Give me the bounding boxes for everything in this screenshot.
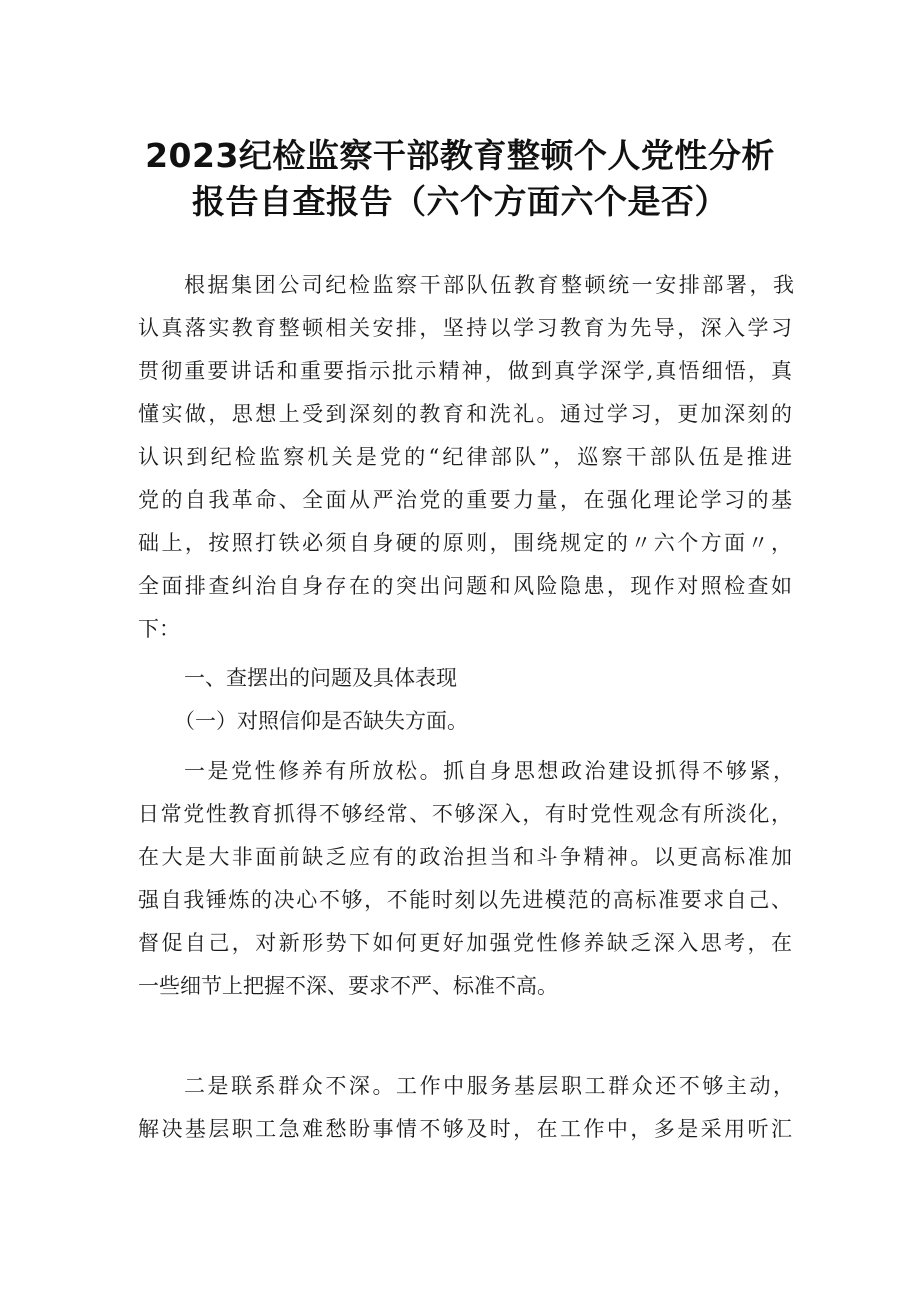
paragraph-1-line-3: 贯彻重要讲话和重要指示批示精神，做到真学深学,真悟细悟，真 xyxy=(138,359,792,383)
paragraph-1-line-1: 根据集团公司纪检监察干部队伍教育整顿统一安排部署，我 xyxy=(184,273,794,297)
paragraph-2-line-1: 一是党性修养有所放松。抓自身思想政治建设抓得不够紧， xyxy=(184,759,794,783)
document-title-line-1: 2023纪检监察干部教育整顿个人党性分析 xyxy=(145,136,775,175)
paragraph-1-line-2: 认真落实教育整顿相关安排，坚持以学习教育为先导，深入学习 xyxy=(138,316,792,340)
paragraph-1-line-5: 认识到纪检监察机关是党的“纪律部队”，巡察干部队伍是推进 xyxy=(138,445,792,469)
paragraph-2-line-6: 一些细节上把握不深、要求不严、标准不高。 xyxy=(138,974,558,998)
paragraph-2-line-5: 督促自己，对新形势下如何更好加强党性修养缺乏深入思考，在 xyxy=(138,931,792,955)
paragraph-1-line-4: 懂实做，思想上受到深刻的教育和洗礼。通过学习，更加深刻的 xyxy=(138,402,792,426)
paragraph-1-line-8: 全面排查纠治自身存在的突出问题和风险隐患，现作对照检查如 xyxy=(138,574,792,598)
document-title-line-2: 报告自查报告（六个方面六个是否） xyxy=(192,182,728,221)
paragraph-1-line-9: 下： xyxy=(138,617,180,641)
paragraph-2-line-2: 日常党性教育抓得不够经常、不够深入，有时党性观念有所淡化， xyxy=(138,802,792,826)
paragraph-1-line-7: 础上，按照打铁必须自身硬的原则，围绕规定的〃六个方面〃， xyxy=(138,531,792,555)
paragraph-3-line-2: 解决基层职工急难愁盼事情不够及时，在工作中，多是采用听汇 xyxy=(138,1117,792,1141)
section-heading: 一、查摆出的问题及具体表现 xyxy=(184,666,457,690)
paragraph-1-line-6: 党的自我革命、全面从严治党的重要力量，在强化理论学习的基 xyxy=(138,488,792,512)
paragraph-2-line-3: 在大是大非面前缺乏应有的政治担当和斗争精神。以更高标准加 xyxy=(138,845,792,869)
paragraph-2-line-4: 强自我锤炼的决心不够，不能时刻以先进模范的高标准要求自己、 xyxy=(138,888,792,912)
paragraph-3-line-1: 二是联系群众不深。工作中服务基层职工群众还不够主动， xyxy=(184,1074,794,1098)
section-subheading: （一）对照信仰是否缺失方面。 xyxy=(174,709,468,733)
